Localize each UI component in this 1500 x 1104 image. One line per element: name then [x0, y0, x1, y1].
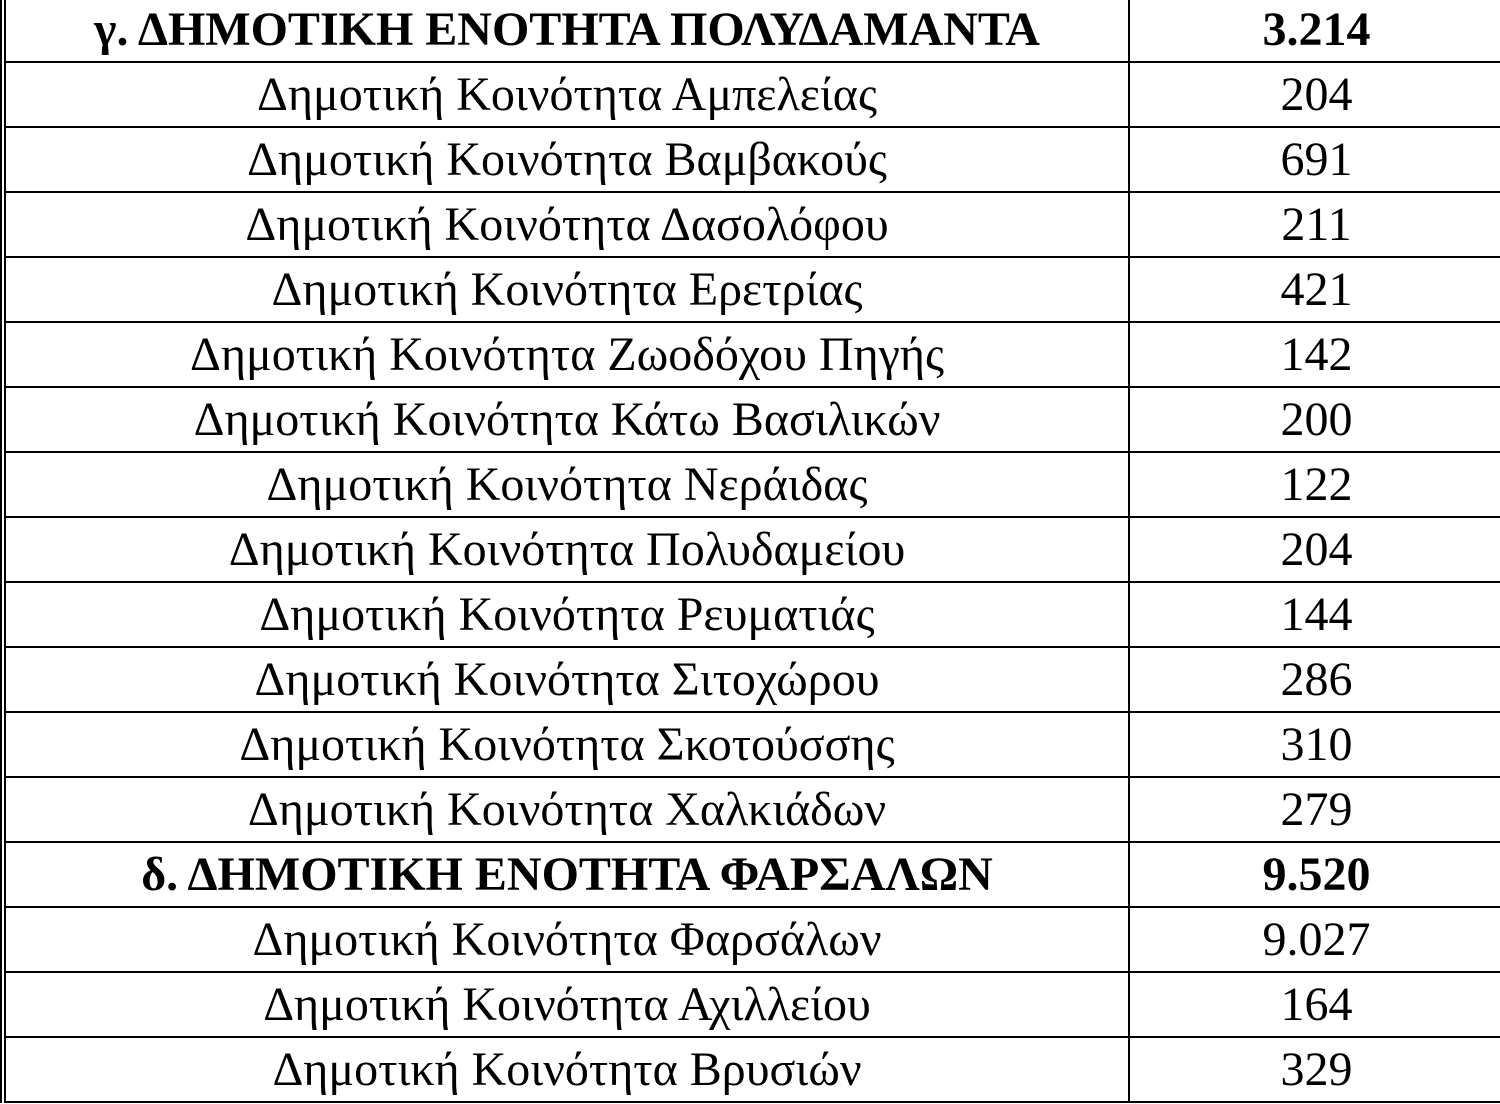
community-value: 279: [1129, 777, 1500, 842]
community-name: Δημοτική Κοινότητα Σιτοχώρου: [3, 647, 1129, 712]
table-body: [3, 0, 1500, 1102]
table-row: [3, 907, 1500, 972]
community-name: Δημοτική Κοινότητα Αχιλλείου: [3, 972, 1129, 1037]
community-name: Δημοτική Κοινότητα Νεράιδας: [3, 452, 1129, 517]
table-row: [3, 387, 1500, 452]
table-row: [3, 127, 1500, 192]
community-name: Δημοτική Κοινότητα Κάτω Βασιλικών: [3, 387, 1129, 452]
community-name: Δημοτική Κοινότητα Φαρσάλων: [3, 907, 1129, 972]
community-value: 122: [1129, 452, 1500, 517]
table-row: [3, 517, 1500, 582]
community-name: Δημοτική Κοινότητα Ρευματιάς: [3, 582, 1129, 647]
community-value: 200: [1129, 387, 1500, 452]
table-row: [3, 452, 1500, 517]
community-name: Δημοτική Κοινότητα Ζωοδόχου Πηγής: [3, 322, 1129, 387]
table-row: [3, 1037, 1500, 1102]
community-value: 211: [1129, 192, 1500, 257]
section-header-row: [3, 0, 1500, 62]
table-row: [3, 647, 1500, 712]
table-row: [3, 62, 1500, 127]
table-row: [3, 192, 1500, 257]
section-header-value: 3.214: [1129, 0, 1500, 62]
community-value: 144: [1129, 582, 1500, 647]
table-row: [3, 257, 1500, 322]
community-name: Δημοτική Κοινότητα Σκοτούσσης: [3, 712, 1129, 777]
community-name: Δημοτική Κοινότητα Ερετρίας: [3, 257, 1129, 322]
section-header-label: δ. ΔΗΜΟΤΙΚΗ ΕΝΟΤΗΤΑ ΦΑΡΣΑΛΩΝ: [3, 842, 1129, 907]
community-name: Δημοτική Κοινότητα Αμπελείας: [3, 62, 1129, 127]
community-name: Δημοτική Κοινότητα Πολυδαμείου: [3, 517, 1129, 582]
section-header-label: γ. ΔΗΜΟΤΙΚΗ ΕΝΟΤΗΤΑ ΠΟΛΥΔΑΜΑΝΤΑ: [3, 0, 1129, 62]
table-row: [3, 972, 1500, 1037]
community-value: 204: [1129, 517, 1500, 582]
table-row: [3, 777, 1500, 842]
community-value: 204: [1129, 62, 1500, 127]
community-name: Δημοτική Κοινότητα Βαμβακούς: [3, 127, 1129, 192]
section-header-value: 9.520: [1129, 842, 1500, 907]
community-name: Δημοτική Κοινότητα Βρυσιών: [3, 1037, 1129, 1102]
community-value: 329: [1129, 1037, 1500, 1102]
community-value: 421: [1129, 257, 1500, 322]
community-name: Δημοτική Κοινότητα Δασολόφου: [3, 192, 1129, 257]
community-value: 691: [1129, 127, 1500, 192]
community-name: Δημοτική Κοινότητα Χαλκιάδων: [3, 777, 1129, 842]
community-value: 142: [1129, 322, 1500, 387]
table-row: [3, 322, 1500, 387]
section-header-row: [3, 842, 1500, 907]
community-value: 286: [1129, 647, 1500, 712]
table-row: [3, 712, 1500, 777]
community-value: 9.027: [1129, 907, 1500, 972]
table-row: [3, 582, 1500, 647]
community-value: 164: [1129, 972, 1500, 1037]
community-value: 310: [1129, 712, 1500, 777]
